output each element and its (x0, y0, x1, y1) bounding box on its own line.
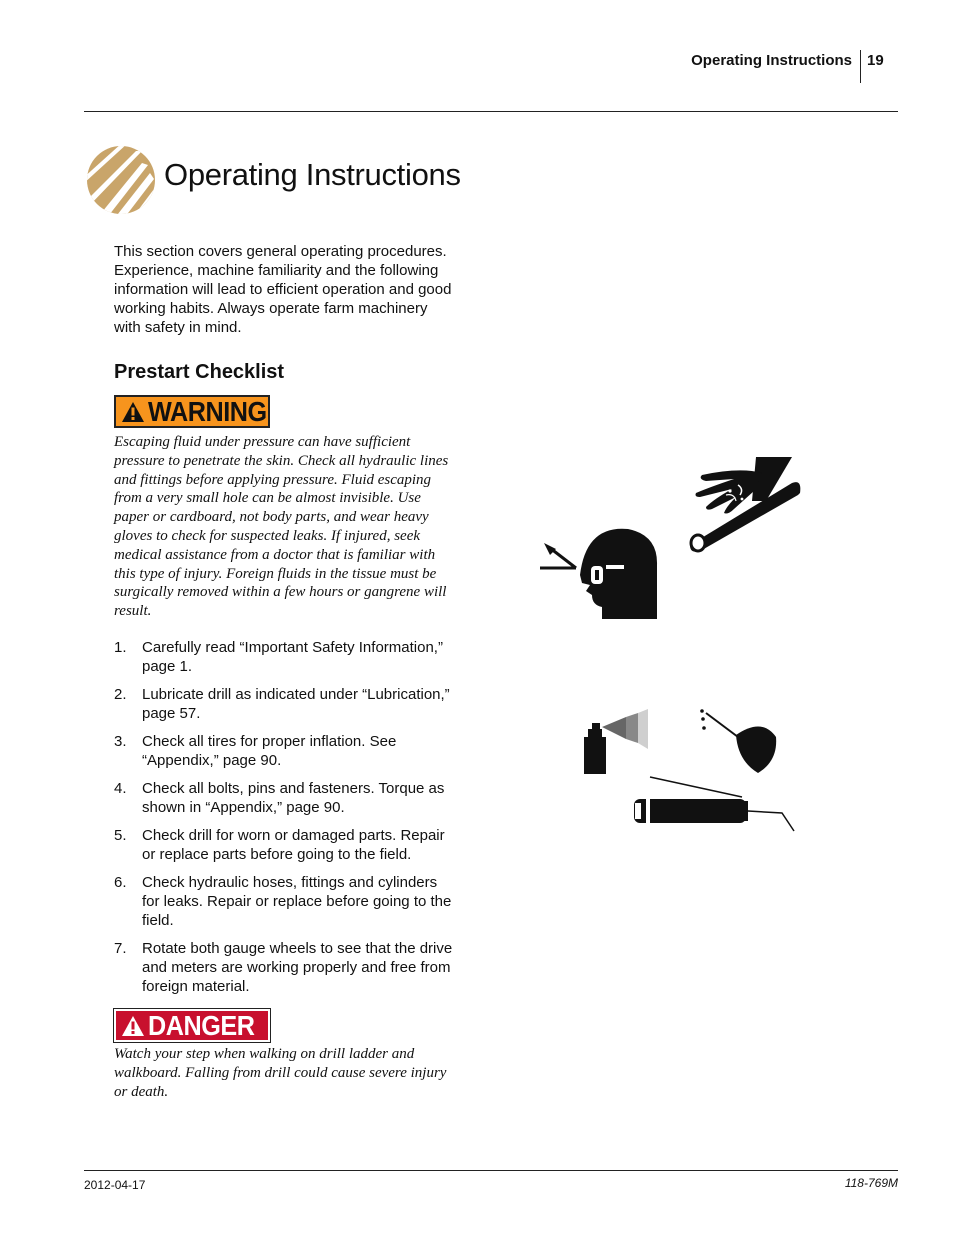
list-item: 5. Check drill for worn or damaged parts. Repair or replace parts before going to the field. (114, 827, 445, 863)
footer-rule (84, 1170, 898, 1171)
alert-triangle-icon (121, 401, 145, 423)
footer-date: 2012-04-17 (84, 1178, 146, 1192)
list-item: 7. Rotate both gauge wheels to see that the drive and meters are working properly and free from foreign material. (114, 940, 453, 995)
running-header-title: Operating Instructions (691, 52, 852, 69)
face-shield-icon (540, 529, 657, 619)
prestart-checklist (114, 638, 454, 1005)
danger-signal-word: DANGER (148, 1009, 255, 1041)
header-separator (860, 50, 861, 83)
intro-paragraph: This section covers general operating procedures. Experience, machine familiarity and the following information will lead to efficient operation and good working habits. Always operate farm machinery with safety in mind. (114, 243, 452, 336)
footer-doc-number: 118-769M (844, 1176, 898, 1190)
list-item: 2. Lubricate drill as indicated under “Lubrication,” page 57. (114, 686, 450, 722)
list-item: 4. Check all bolts, pins and fasteners. Torque as shown in “Appendix,” page 90. (114, 780, 445, 816)
page-number: 19 (867, 52, 884, 69)
list-item: 3. Check all tires for proper inflation. See “Appendix,” page 90. (114, 733, 397, 769)
list-item: 1. Carefully read “Important Safety Information,” page 1. (114, 639, 443, 675)
warning-signal-word: WARNING (148, 395, 267, 427)
warning-text: Escaping fluid under pressure can have sufficient pressure to penetrate the skin. Check all hydraulic lines and fittings before applying pressure. Fluid escaping from a very small hole can be almost invisible. Use paper or cardboard, not body parts, and wear heavy gloves to check for suspected leaks. If injured, seek medical assistance from a doctor that is familiar with this type of injury. Foreign fluids in the tissue must be surgically removed within a few hours or gangrene will result. (114, 434, 449, 620)
prestart-checklist-heading: Prestart Checklist (114, 361, 285, 383)
danger-text: Watch your step when walking on drill ladder and walkboard. Falling from drill could cause severe injury or death. (114, 1046, 447, 1100)
list-item: 6. Check hydraulic hoses, fittings and cylinders for leaks. Repair or replace before going to the field. (114, 874, 452, 929)
page-title: Operating Instructions (164, 157, 461, 192)
oil-can-icon (700, 709, 776, 773)
safety-illustrations (530, 455, 820, 835)
danger-label (114, 1009, 270, 1042)
spray-can-icon (584, 709, 648, 774)
alert-triangle-icon (121, 1015, 145, 1037)
grease-gun-icon (634, 777, 794, 831)
hand-injection-icon (690, 457, 800, 552)
stripes-logo-icon (86, 145, 156, 215)
header-rule (84, 111, 898, 112)
warning-label (114, 395, 270, 428)
